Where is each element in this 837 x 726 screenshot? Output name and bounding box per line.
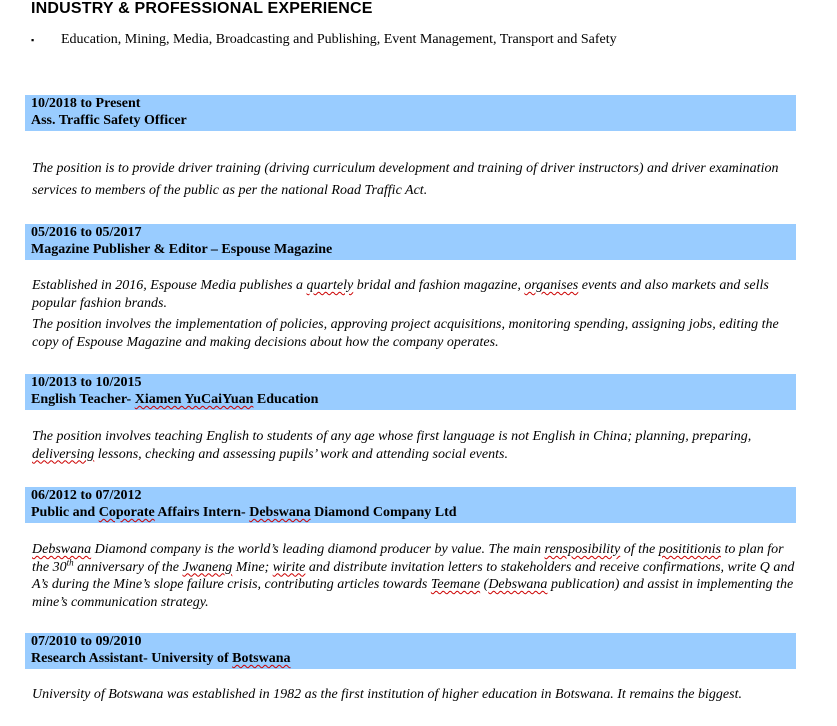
text-run: Established in 2016, Espouse Media publishes a (32, 278, 307, 293)
text-run: to plan for the 30 (32, 542, 784, 575)
job-description (25, 158, 796, 202)
misspelled-word[interactable]: Debswana (488, 577, 548, 592)
industries-list: Education, Mining, Media, Broadcasting and Publishing, Event Management, Transport and Safety (61, 32, 617, 47)
text-run: events and also markets and sells popular fashion brands. (32, 278, 769, 311)
job-entry (25, 224, 796, 351)
text-run: ( (480, 577, 489, 592)
job-header (25, 95, 796, 131)
job-dates: 10/2018 to Present (31, 96, 141, 111)
text-run: Research Assistant- University of (31, 651, 233, 666)
job-header (25, 224, 796, 260)
job-title (31, 650, 796, 667)
text-run: Public and (31, 505, 99, 520)
job-description (25, 277, 796, 351)
text-run: lessons, checking and assessing pupils’ work and attending social events. (94, 446, 508, 462)
job-header (25, 487, 796, 523)
job-description-paragraph: University of Botswana was established in 1982 as the first institution of higher education in Botswana. It remains the biggest. (32, 687, 742, 702)
misspelled-word[interactable]: wirite (272, 559, 306, 575)
misspelled-word[interactable]: rensposibility (544, 542, 621, 557)
square-bullet-icon: ▪ (31, 35, 35, 45)
job-description-paragraph (32, 541, 796, 611)
job-dates: 06/2012 to 07/2012 (31, 488, 142, 503)
misspelled-word[interactable]: posititionis (658, 542, 721, 557)
text-run: Diamond Company Ltd (310, 505, 457, 520)
misspelled-word[interactable]: Botswana (232, 651, 291, 666)
job-entry (25, 633, 796, 704)
job-header (25, 633, 796, 669)
job-description (25, 541, 796, 611)
job-title (31, 391, 796, 408)
text-run: Affairs Intern- (154, 505, 250, 520)
job-description-paragraph (32, 428, 796, 463)
text-run: The position involves teaching English to students of any age whose first language is not English in China; planning, preparing, (32, 429, 752, 444)
job-header (25, 374, 796, 410)
misspelled-word[interactable]: Jwaneng (182, 559, 233, 575)
job-title: Magazine Publisher & Editor – Espouse Magazine (31, 242, 333, 257)
job-title (31, 504, 796, 521)
misspelled-word[interactable]: Xiamen YuCaiYuan (134, 392, 254, 407)
misspelled-word[interactable]: organises (524, 278, 579, 293)
job-entry (25, 487, 796, 611)
text-run: anniversary of the (73, 559, 183, 575)
job-description-paragraph (32, 277, 796, 312)
job-entry (25, 95, 796, 202)
job-description (25, 428, 796, 463)
job-description-paragraph: The position is to provide driver training (driving curriculum development and training of driver instructors) and driver examination services to members of the public as per the national Road Traffic Act. (32, 161, 779, 198)
text-run: English Teacher- (31, 392, 135, 407)
text-run: Education (253, 392, 319, 407)
job-dates: 10/2013 to 10/2015 (31, 375, 142, 390)
misspelled-word[interactable]: Teemane (430, 577, 481, 592)
misspelled-word[interactable]: quartely (306, 278, 354, 293)
job-entry (25, 374, 796, 463)
text-run: of the (620, 542, 659, 557)
text-run: publication) and assist in implementing the mine’s communication strategy. (32, 577, 794, 610)
text-run: and distribute invitation letters to stakeholders and receive confirmations, write Q and A’s during the Mine’s slope failure crisis, contributing articles towards (32, 559, 795, 592)
job-dates: 05/2016 to 05/2017 (31, 225, 142, 240)
text-run: bridal and fashion magazine, (353, 278, 525, 293)
misspelled-word[interactable]: Debswana (249, 505, 311, 520)
misspelled-word[interactable]: Debswana (32, 542, 92, 557)
job-description (25, 686, 796, 704)
section-title: INDUSTRY & PROFESSIONAL EXPERIENCE (31, 0, 373, 17)
superscript: th (66, 556, 74, 567)
job-title: Ass. Traffic Safety Officer (31, 113, 187, 128)
text-run: Diamond company is the world’s leading diamond producer by value. The main (91, 542, 545, 557)
job-dates: 07/2010 to 09/2010 (31, 634, 142, 649)
misspelled-word[interactable]: Coporate (98, 505, 155, 520)
text-run: Mine; (232, 559, 273, 575)
misspelled-word[interactable]: deliversing (32, 446, 95, 462)
job-description-paragraph: The position involves the implementation of policies, approving project acquisitions, monitoring spending, assigning jobs, editing the copy of Espouse Magazine and making decisions about how the company operates. (32, 317, 779, 350)
